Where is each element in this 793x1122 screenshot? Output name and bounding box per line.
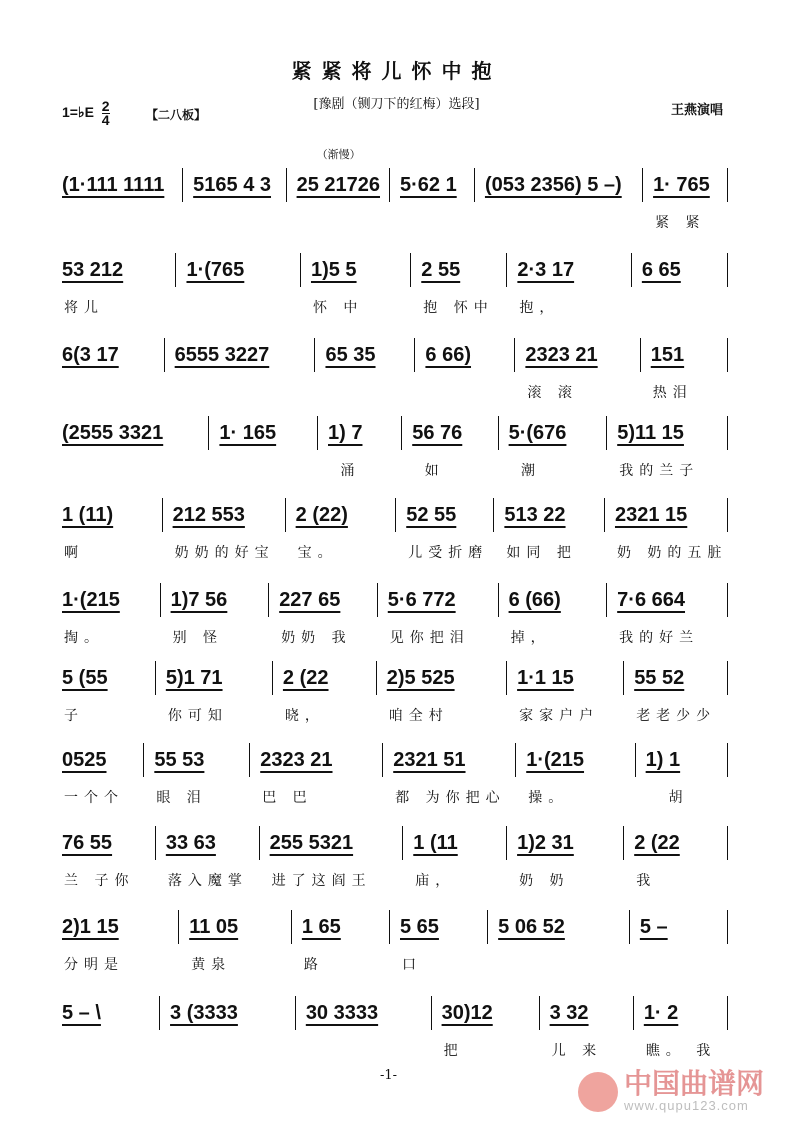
lyric: 我	[636, 873, 657, 889]
measure	[52, 338, 165, 372]
notes: 30)12	[441, 1001, 493, 1024]
notes: 6555 3227	[174, 343, 270, 366]
measure	[415, 338, 515, 372]
notes: 2321 51	[393, 748, 466, 771]
notes: 1·(765	[186, 258, 245, 281]
notes: 1)5 5	[310, 258, 357, 281]
measure	[632, 253, 728, 287]
measure	[176, 253, 300, 287]
notes: 55 52	[634, 666, 685, 689]
lyric: 如同 把	[506, 545, 577, 561]
time-bottom: 4	[101, 112, 110, 128]
notes: 2 (22)	[295, 503, 348, 526]
notes: 1) 1	[645, 748, 681, 771]
lyric: 老老少少	[636, 708, 717, 724]
notes: 7·6 664	[617, 588, 686, 611]
measure	[630, 910, 728, 944]
lyric: 掏。	[64, 630, 104, 646]
notes: 5 – \	[62, 1001, 101, 1024]
measure	[403, 826, 507, 889]
lyric: 掉，	[510, 630, 551, 646]
lyric: 奶 奶	[519, 873, 570, 889]
lyric: 都 为你把心	[395, 790, 506, 806]
measure	[52, 996, 160, 1030]
notes: 1·1 15	[517, 666, 574, 689]
measure	[507, 661, 624, 724]
measure	[516, 743, 635, 806]
measure	[494, 498, 605, 561]
staff-row	[52, 910, 728, 973]
measure	[260, 826, 404, 889]
notes: 6(3 17	[62, 343, 119, 366]
measure	[378, 583, 499, 646]
key-signature	[62, 100, 110, 127]
notes: 1 (11	[413, 831, 458, 854]
lyric: 奶奶 我	[281, 630, 352, 646]
staff-row	[52, 826, 728, 889]
singer: 王燕演唱	[670, 103, 723, 118]
measure	[488, 910, 630, 944]
notes: 52 55	[406, 503, 457, 526]
watermark-logo-icon	[578, 1072, 618, 1112]
measure	[52, 498, 163, 561]
measure	[507, 826, 624, 889]
measure	[52, 168, 183, 202]
measure	[390, 168, 475, 202]
measure	[163, 498, 286, 561]
staff-row	[52, 338, 728, 401]
lyric: 潮	[510, 463, 542, 479]
notes: 2 (22	[282, 666, 329, 689]
lyric: 热泪	[652, 385, 693, 401]
lyric: 黄泉	[191, 957, 232, 973]
tempo-annotation: （渐慢）	[316, 148, 361, 161]
measure	[286, 498, 397, 561]
notes: 11 05	[189, 915, 239, 938]
notes: 5 65	[400, 915, 439, 938]
measure	[160, 996, 296, 1030]
measure	[540, 996, 634, 1059]
lyric: 奶 奶的五脏	[616, 545, 728, 561]
notes: 56 76	[412, 421, 463, 444]
measure	[641, 338, 728, 401]
lyric: 儿受折磨	[408, 545, 489, 561]
measure	[156, 661, 273, 724]
measure	[390, 910, 488, 973]
lyric: 落入魔掌	[167, 873, 248, 889]
lyric: 咱全村	[388, 708, 449, 724]
notes: 3 32	[549, 1001, 589, 1024]
lyric: 见你把泪	[389, 630, 470, 646]
measure	[402, 416, 498, 479]
measure	[296, 996, 432, 1030]
notes: 55 53	[154, 748, 205, 771]
notes: 53 212	[62, 258, 124, 281]
measure	[183, 168, 286, 202]
song-title: 紧紧将儿怀中抱	[291, 59, 502, 83]
lyric: 奶奶的好宝	[174, 545, 275, 561]
notes: (1·111 1111	[62, 173, 165, 196]
lyric: 路	[303, 957, 324, 973]
notes: 2323 21	[260, 748, 333, 771]
lyric: 操。	[528, 790, 569, 806]
key: 1=♭E	[62, 104, 94, 121]
notes: 2)5 525	[386, 666, 455, 689]
lyric: 庙，	[415, 873, 456, 889]
measure	[52, 253, 176, 316]
measure	[624, 661, 728, 724]
notes: 5)1 71	[165, 666, 223, 689]
staff-row	[52, 148, 728, 231]
notes: (053 2356) 5 –)	[484, 173, 622, 196]
measure	[161, 583, 270, 646]
lyric: 我的好兰	[619, 630, 700, 646]
lyric: 啊	[64, 545, 84, 561]
measure	[499, 416, 608, 479]
watermark-title: 中国曲谱网	[624, 1067, 765, 1100]
measure	[634, 996, 728, 1059]
lyric: 进了这阎王	[271, 873, 372, 889]
notes: 5 –	[639, 915, 668, 938]
measure	[432, 996, 540, 1059]
notes: 5 (55	[62, 666, 108, 689]
lyric: 晓，	[284, 708, 325, 724]
measure	[52, 661, 156, 724]
measure	[377, 661, 507, 724]
lyric: 滚 滚	[527, 385, 578, 401]
notes: 1· 765	[653, 173, 710, 196]
measure	[209, 416, 318, 450]
lyric: 口	[402, 957, 422, 973]
lyric: 宝。	[297, 545, 338, 561]
notes: 2 (22	[634, 831, 680, 854]
time-top: 2	[101, 98, 110, 114]
notes: 151	[650, 343, 685, 366]
measure	[396, 498, 494, 561]
notes: 2·3 17	[517, 258, 575, 281]
measure	[52, 416, 209, 450]
lyric: 我的兰子	[619, 463, 700, 479]
notes: 3 (3333	[170, 1001, 238, 1024]
notes: 30 3333	[305, 1001, 379, 1024]
time-signature	[102, 100, 110, 127]
measure	[643, 168, 728, 231]
lyric: 紧 紧	[655, 215, 706, 231]
lyric: 把	[443, 1043, 464, 1059]
notes: 2)1 15	[62, 915, 119, 938]
measure	[269, 583, 378, 646]
measure	[499, 583, 608, 646]
notes: 65 35	[325, 343, 376, 366]
subtitle: [豫剧（铡刀下的红梅）选段]	[313, 97, 480, 112]
measure	[607, 583, 728, 646]
lyric: 瞧。 我	[645, 1043, 717, 1059]
staff-row	[52, 743, 728, 806]
measure	[605, 498, 728, 561]
lyric: 胡	[647, 790, 689, 806]
lyric: 抱 怀中	[423, 300, 494, 316]
notes: 1)7 56	[170, 588, 228, 611]
notes: 1· 2	[643, 1001, 679, 1024]
measure	[52, 743, 144, 806]
staff-row	[52, 583, 728, 646]
measure	[383, 743, 516, 806]
measure	[475, 168, 643, 202]
measure	[52, 826, 156, 889]
notes: 2321 15	[614, 503, 688, 526]
notes: 255 5321	[269, 831, 354, 854]
notes: 5·6 772	[387, 588, 456, 611]
notes: 513 22	[504, 503, 566, 526]
notes: 1 (11)	[62, 503, 114, 526]
lyric: 家家户户	[519, 708, 600, 724]
notes: 5165 4 3	[193, 173, 272, 196]
measure	[250, 743, 383, 806]
measure	[636, 743, 728, 806]
measure	[156, 826, 260, 889]
notes: 2323 21	[525, 343, 598, 366]
measure	[287, 148, 390, 202]
notes: 1 65	[301, 915, 341, 938]
lyric: 一个个	[64, 790, 124, 806]
notes: 25 21726	[296, 173, 380, 196]
notes: 6 65	[641, 258, 681, 281]
notes: 5·62 1	[400, 173, 457, 196]
notes: 1·(215	[62, 588, 120, 611]
watermark-url: www.qupu123.com	[624, 1098, 749, 1113]
measure	[144, 743, 250, 806]
banshi-label: 【二八板】	[146, 108, 207, 122]
lyric: 别 怪	[172, 630, 224, 646]
notes: 1)2 31	[517, 831, 574, 854]
lyric: 兰 子你	[64, 873, 135, 889]
notes: (2555 3321	[62, 421, 164, 444]
lyric: 眼 泪	[156, 790, 207, 806]
notes: 6 66)	[425, 343, 472, 366]
measure	[318, 416, 402, 479]
notes: 1) 7	[328, 421, 363, 444]
notes: 1· 165	[219, 421, 277, 444]
notes: 2 55	[421, 258, 461, 281]
measure	[624, 826, 728, 889]
lyric: 如	[414, 463, 445, 479]
page-number: -1-	[380, 1068, 398, 1083]
lyric: 怀 中	[312, 300, 364, 316]
measure	[52, 583, 161, 646]
notes: 1·(215	[526, 748, 585, 771]
lyric: 你可知	[167, 708, 228, 724]
lyric: 子	[64, 708, 84, 724]
lyric: 分明是	[64, 957, 124, 973]
measure	[411, 253, 507, 316]
measure	[165, 338, 316, 372]
notes: 6 (66)	[508, 588, 561, 611]
staff-row	[52, 416, 728, 479]
measure	[315, 338, 415, 372]
staff-row	[52, 253, 728, 316]
measure	[607, 416, 728, 479]
watermark	[578, 1067, 765, 1113]
measure	[301, 253, 411, 316]
notes: 5 06 52	[498, 915, 565, 938]
staff-row	[52, 661, 728, 724]
measure	[273, 661, 377, 724]
notes: 212 553	[172, 503, 245, 526]
notes: 33 63	[165, 831, 216, 854]
notes: 76 55	[62, 831, 113, 854]
staff-row	[52, 498, 728, 561]
lyric: 巴 巴	[262, 790, 313, 806]
measure	[179, 910, 292, 973]
notes: 227 65	[279, 588, 341, 611]
measure	[292, 910, 390, 973]
measure	[52, 910, 179, 973]
notes: 5·(676	[508, 421, 567, 444]
measure	[515, 338, 640, 401]
notes: 5)11 15	[617, 421, 684, 444]
lyric: 涌	[330, 463, 361, 479]
lyric: 抱，	[519, 300, 560, 316]
notes: 0525	[62, 748, 107, 771]
lyric: 将儿	[64, 300, 104, 316]
measure	[507, 253, 631, 316]
staff-row	[52, 996, 728, 1059]
lyric: 儿 来	[551, 1043, 603, 1059]
